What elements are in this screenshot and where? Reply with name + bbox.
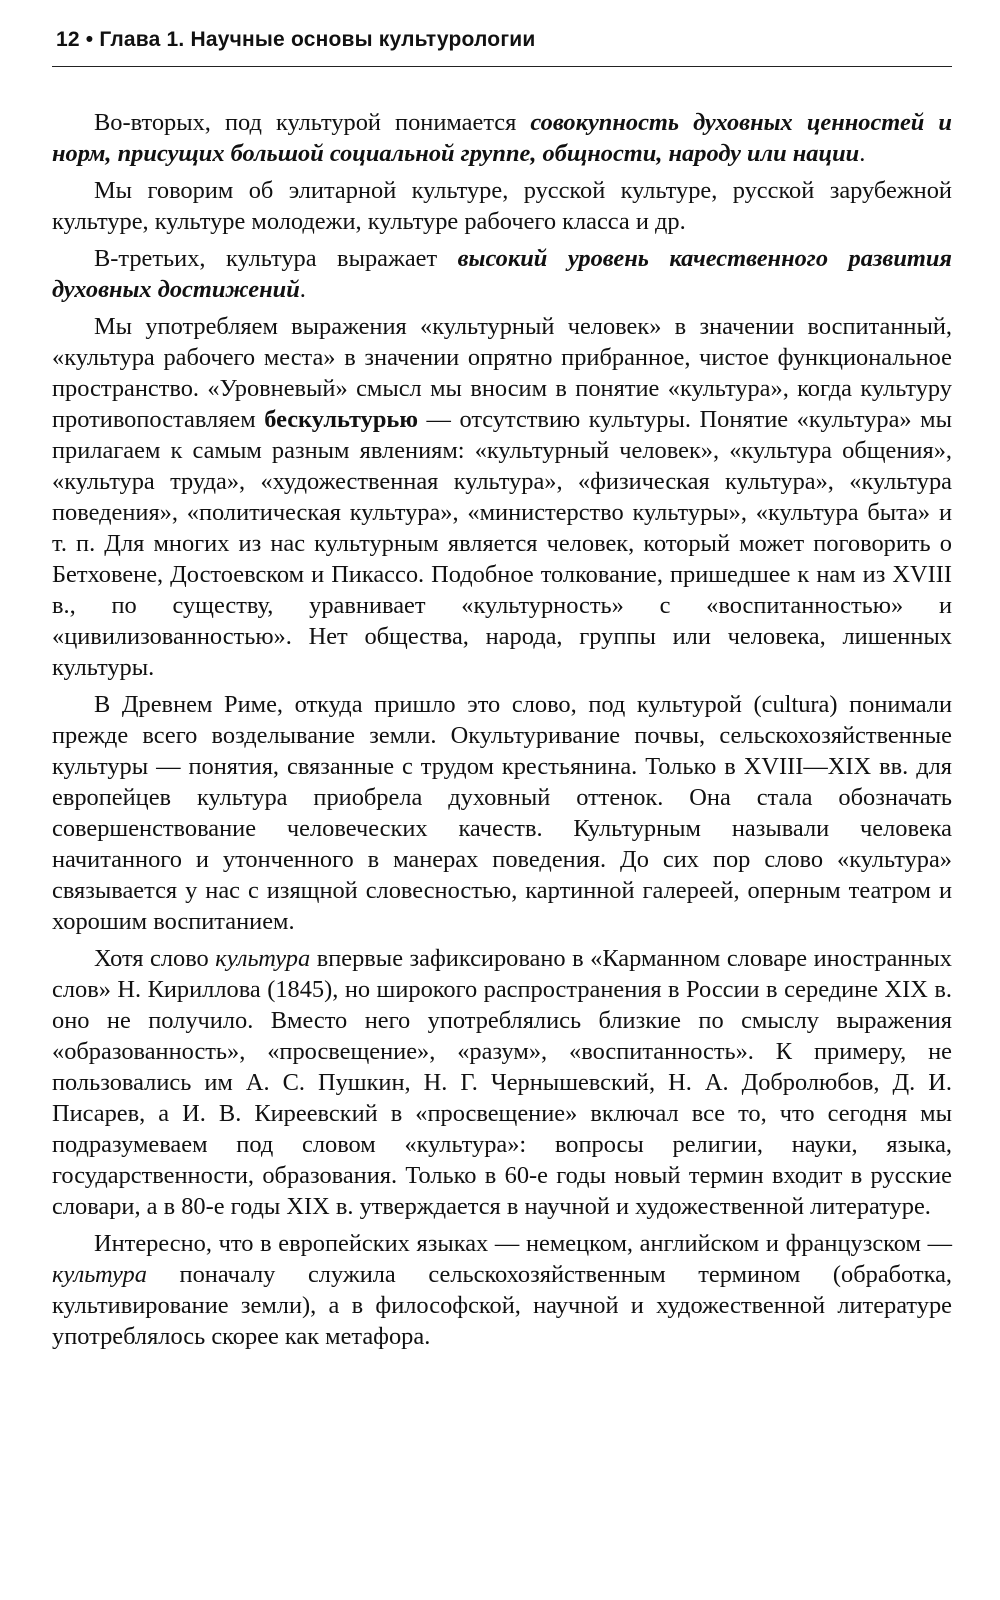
paragraph-7 (52, 1228, 952, 1352)
body-text (52, 107, 952, 1352)
header-separator: • (85, 28, 94, 51)
page-number: 12 (56, 28, 80, 51)
paragraph-6-term: культура (215, 945, 311, 972)
paragraph-3-emphasis: высокий уровень качественного развития духовных достижений (52, 245, 952, 303)
paragraph-1 (52, 107, 952, 169)
paragraph-3 (52, 243, 952, 305)
paragraph-6-rest: впервые зафиксировано в «Карманном словаре иностранных слов» Н. Кириллова (1845), но широкого распространения в России в середине XIX в. оно не получило. Вместо него употреблялись близкие по смыслу выражения «образованность», «просвещение», «разум», «воспитанность». К примеру, не пользовались им А. С. Пушкин, Н. Г. Чернышевский, Н. А. Добролюбов, Д. И. Писарев, а И. В. Киреевский в «просвещение» включал все то, что сегодня мы подразумеваем под словом «культура»: вопросы религии, науки, языка, государственности, образования. Только в 60-е годы новый термин входит в русские словари, а в 80-е годы XIX в. утверждается в научной и художественной литературе. (52, 945, 952, 1220)
paragraph-2 (52, 175, 952, 237)
paragraph-4-term: бескультурью (264, 406, 418, 433)
paragraph-6-text: Хотя слово (94, 945, 216, 972)
paragraph-6 (52, 943, 952, 1222)
paragraph-4 (52, 311, 952, 683)
paragraph-7-rest: поначалу служила сельскохозяйственным термином (обработка, культивирование земли), а в философской, научной и художественной литературе употреблялось скорее как метафора. (52, 1261, 952, 1350)
paragraph-3-text: В-третьих, культура выражает (94, 245, 458, 272)
paragraph-7-text: Интересно, что в европейских языках — немецком, английском и французском — (94, 1230, 952, 1257)
paragraph-1-text: Во-вторых, под культурой понимается (94, 109, 531, 136)
paragraph-2-text: Мы говорим об элитарной культуре, русской культуре, русской зарубежной культуре, культуре молодежи, культуре рабочего класса и др. (52, 177, 952, 235)
paragraph-3-end: . (299, 276, 306, 303)
paragraph-7-term: культура (52, 1261, 147, 1288)
book-page (52, 28, 952, 1358)
chapter-title: Глава 1. Научные основы культурологии (99, 28, 536, 51)
paragraph-1-end: . (859, 140, 866, 167)
paragraph-1-emphasis: совокупность духовных ценностей и норм, присущих большой социальной группе, общности, народу или нации (52, 109, 952, 167)
paragraph-4-text: Мы употребляем выражения «культурный человек» в значении воспитанный, «культура рабочего места» в значении опрятно прибранное, чистое функциональное пространство. «Уровневый» смысл мы вносим в понятие «культура», когда культуру противопоставляем (52, 313, 952, 433)
paragraph-4-rest: — отсутствию культуры. Понятие «культура» мы прилагаем к самым разным явлениям: «культурный человек», «культура общения», «культура труда», «художественная культура», «физическая культура», «культура поведения», «политическая культура», «министерство культуры», «культура быта» и т. п. Для многих из нас культурным является человек, который может поговорить о Бетховене, Достоевском и Пикассо. Подобное толкование, пришедшее к нам из XVIII в., по существу, уравнивает «культурность» с «воспитанностью» и «цивилизованностью». Нет общества, народа, группы или человека, лишенных культуры. (52, 406, 952, 681)
running-header (52, 28, 952, 67)
paragraph-5 (52, 689, 952, 937)
paragraph-5-text: В Древнем Риме, откуда пришло это слово, под культурой (cultura) понимали прежде всего возделывание земли. Окультуривание почвы, сельскохозяйственные культуры — понятия, связанные с трудом крестьянина. Только в XVIII—XIX вв. для европейцев культура приобрела духовный оттенок. Она стала обозначать совершенствование человеческих качеств. Культурным называли человека начитанного и утонченного в манерах поведения. До сих пор слово «культура» связывается у нас с изящной словесностью, картинной галереей, оперным театром и хорошим воспитанием. (52, 691, 952, 935)
